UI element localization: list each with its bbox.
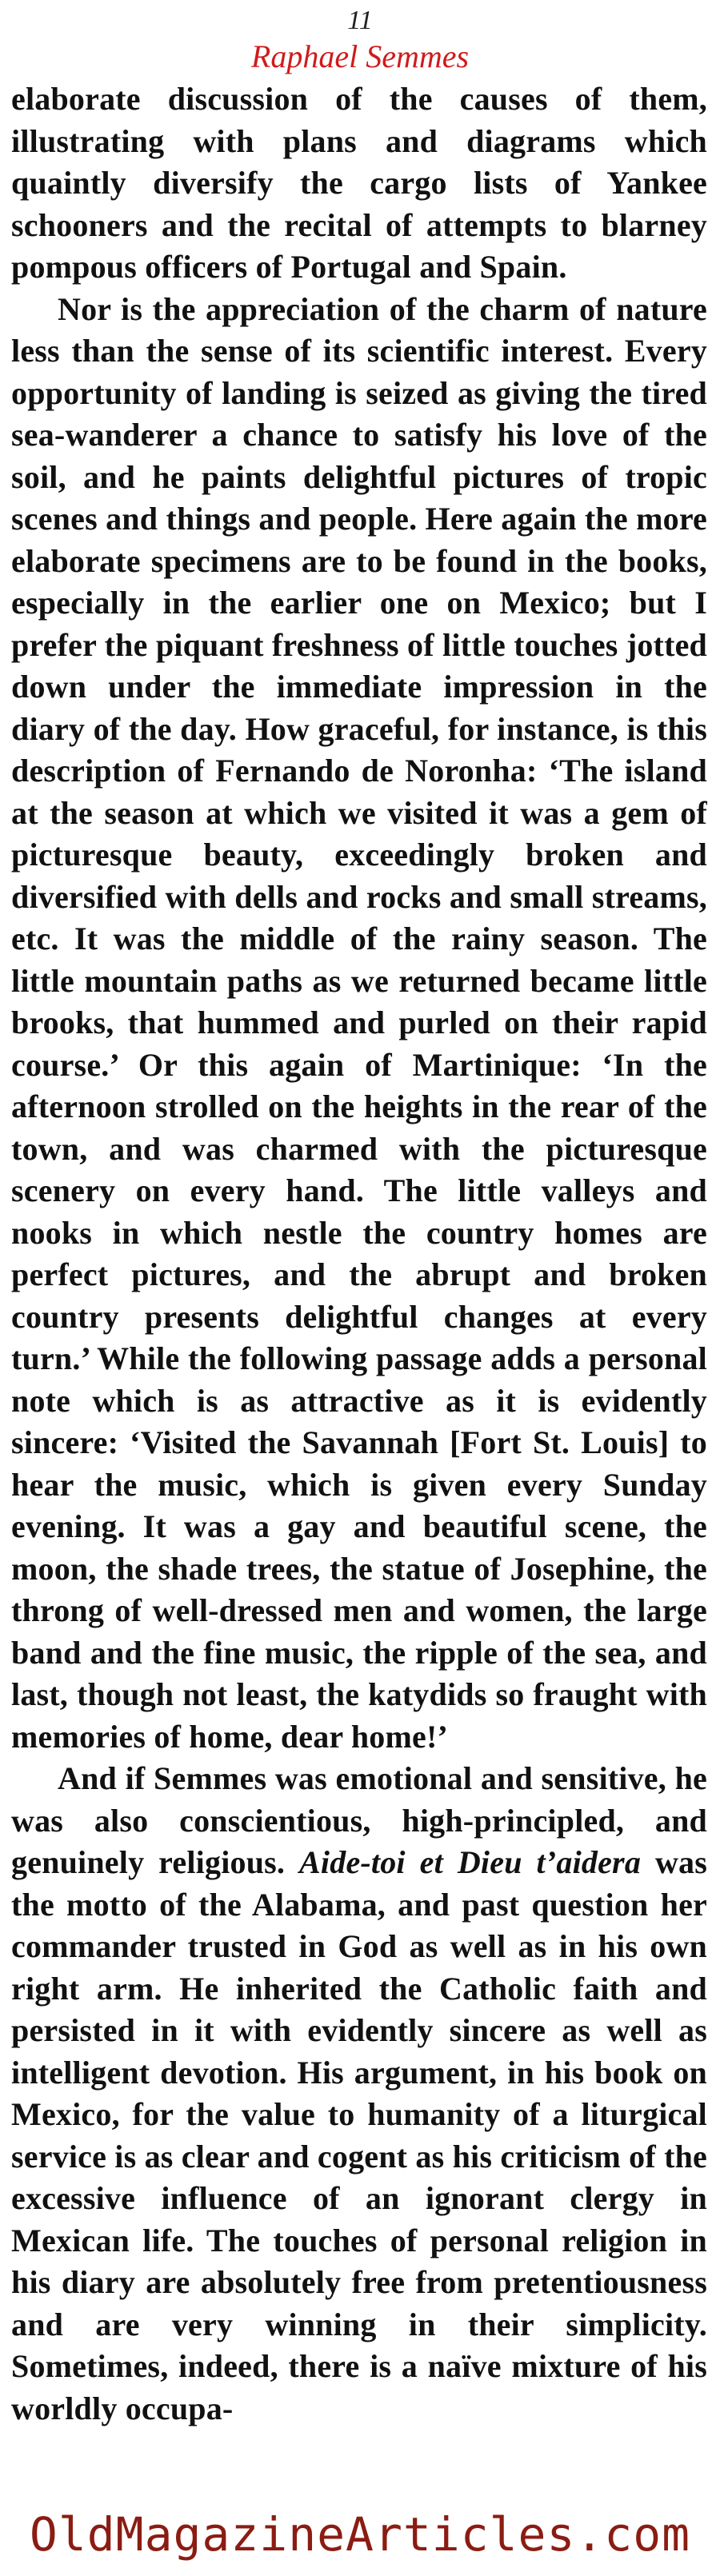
paragraph-religion — [11, 1758, 707, 2430]
alabama-motto: Aide-toi et Dieu t’aidera — [299, 1844, 642, 1880]
page-number: 11 — [347, 6, 373, 35]
religion-text-rest: was the motto of the Alabama, and past question her commander trusted in God as well as in his own right arm. He inherited the Catholic faith and persisted in it with evidently sincere as well as intelligent devotion. His argument, in his book on Mexico, for the value to humanity of a liturgical service is as clear and cogent as his criticism of the excessive influence of an ignorant clergy in Mexican life. The touches of personal religion in his diary are absolutely free from pretentiousness and are very winning in their simplicity. Sometimes, indeed, there is a naïve mixture of his worldly occupa- — [11, 1844, 707, 2426]
article-body — [11, 78, 707, 2470]
article-title: Raphael Semmes — [250, 38, 470, 74]
site-brand-logo: OldMagazineArticles.com — [29, 2506, 691, 2562]
page-header — [0, 0, 720, 75]
footer-banner — [0, 2492, 720, 2576]
paragraph-nature: Nor is the appreciation of the charm of nature less than the sense of its scientific interest. Every opportunity of landing is seized as giving the tired sea-wanderer a chance to satisfy his love of the soil, and he paints delightful pictures of tropic scenes and things and people. Here again the more elaborate specimens are to be found in the books, especially in the earlier one on Mexico; but I prefer the piquant freshness of little touches jotted down under the immediate impression in the diary of the day. How graceful, for instance, is this description of Fernando de Noronha: ‘The island at the season at which we visited it was a gem of picturesque beauty, exceedingly broken and diversified with dells and rocks and small streams, etc. It was the middle of the rainy season. The little mountain paths as we returned became little brooks, that hummed and purled on their rapid course.’ Or this again of Martinique: ‘In the afternoon strolled on the heights in the rear of the town, and was charmed with the picturesque scenery on every hand. The little valleys and nooks in which nestle the country homes are perfect pictures, and the abrupt and broken country presents delightful changes at every turn.’ While the following passage adds a personal note which is as attractive as it is evidently sincere: ‘Visited the Savannah [Fort St. Louis] to hear the music, which is given every Sunday evening. It was a gay and beautiful scene, the moon, the shade trees, the statue of Josephine, the throng of well-dressed men and women, the large band and the fine music, the ripple of the sea, and last, though not least, the katydids so fraught with memories of home, dear home!’ — [11, 290, 707, 1755]
religion-text-start: And if Semmes was emotional and sensitive, he was also conscientious, high-principled, and genuinely religious. — [11, 1760, 707, 1880]
paragraph-continuation: elaborate discussion of the causes of them, illustrating with plans and diagrams which quaintly diversify the cargo lists of Yankee schooners and the recital of attempts to blarney pompous officers of Portugal and Spain. — [11, 81, 707, 285]
